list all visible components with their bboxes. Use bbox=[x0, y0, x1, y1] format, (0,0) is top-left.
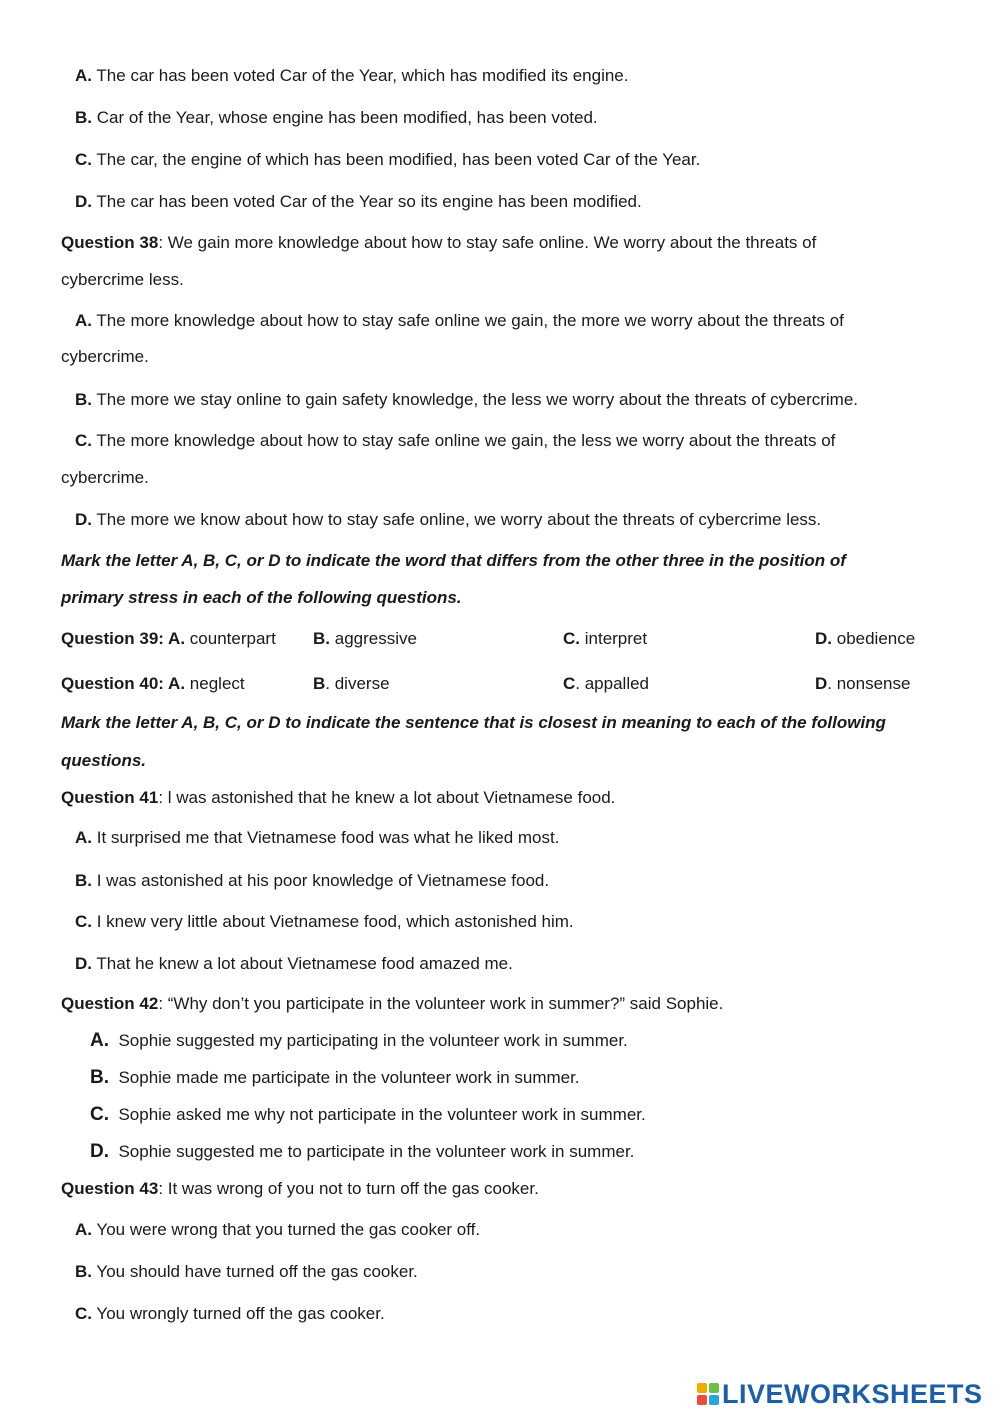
q37-option-a: A. The car has been voted Car of the Year, which has modified its engine. bbox=[75, 66, 629, 85]
instruction-stress-line2: primary stress in each of the following questions. bbox=[61, 588, 462, 607]
liveworksheets-logo bbox=[697, 1378, 983, 1410]
liveworksheets-wordmark: LIVEWORKSHEETS bbox=[722, 1378, 983, 1409]
q38-option-d: D. The more we know about how to stay safe online, we worry about the threats of cybercrime less. bbox=[75, 510, 822, 529]
q43-option-a: A. You were wrong that you turned the gas cooker off. bbox=[75, 1220, 481, 1239]
instruction-stress-line1: Mark the letter A, B, C, or D to indicate the word that differs from the other three in the position of bbox=[61, 551, 846, 570]
q40-option-a: Question 40: A. neglect bbox=[61, 674, 245, 693]
q41-option-c: C. I knew very little about Vietnamese food, which astonished him. bbox=[75, 912, 574, 931]
q42-stem: Question 42: “Why don’t you participate in the volunteer work in summer?” said Sophie. bbox=[61, 994, 724, 1013]
q38-option-b: B. The more we stay online to gain safety knowledge, the less we worry about the threats of cybercrime. bbox=[75, 390, 859, 409]
q39-option-b: B. aggressive bbox=[313, 629, 417, 648]
q37-option-b: B. Car of the Year, whose engine has been modified, has been voted. bbox=[75, 108, 598, 127]
q39-option-c: C. interpret bbox=[563, 629, 648, 648]
q38-stem-cont: cybercrime less. bbox=[61, 270, 184, 289]
q41-option-d: D. That he knew a lot about Vietnamese food amazed me. bbox=[75, 954, 513, 973]
q43-option-b: B. You should have turned off the gas cooker. bbox=[75, 1262, 418, 1281]
q38-option-c: C. The more knowledge about how to stay safe online we gain, the less we worry about the threats of bbox=[75, 431, 836, 450]
q39-option-a: Question 39: A. counterpart bbox=[61, 629, 276, 648]
liveworksheets-mark-icon bbox=[697, 1383, 719, 1405]
q37-option-d: D. The car has been voted Car of the Year so its engine has been modified. bbox=[75, 192, 642, 211]
q39-option-d: D. obedience bbox=[815, 629, 916, 648]
q42-option-d: D. Sophie suggested me to participate in the volunteer work in summer. bbox=[90, 1141, 635, 1162]
q40-option-c: C. appalled bbox=[563, 674, 650, 693]
q38-option-c-cont: cybercrime. bbox=[61, 468, 149, 487]
q41-option-a: A. It surprised me that Vietnamese food was what he liked most. bbox=[75, 828, 560, 847]
q42-option-a: A. Sophie suggested my participating in the volunteer work in summer. bbox=[90, 1030, 628, 1051]
q43-option-c: C. You wrongly turned off the gas cooker. bbox=[75, 1304, 385, 1323]
q38-option-a-cont: cybercrime. bbox=[61, 347, 149, 366]
q42-option-c: C. Sophie asked me why not participate in the volunteer work in summer. bbox=[90, 1104, 646, 1125]
q38-stem: Question 38: We gain more knowledge about how to stay safe online. We worry about the threats of bbox=[61, 233, 817, 252]
q41-stem: Question 41: l was astonished that he knew a lot about Vietnamese food. bbox=[61, 788, 616, 807]
q42-option-b: B. Sophie made me participate in the volunteer work in summer. bbox=[90, 1067, 580, 1088]
instruction-meaning-line1: Mark the letter A, B, C, or D to indicate the sentence that is closest in meaning to each of the following bbox=[61, 713, 886, 732]
q41-option-b: B. I was astonished at his poor knowledge of Vietnamese food. bbox=[75, 871, 550, 890]
q38-option-a: A. The more knowledge about how to stay safe online we gain, the more we worry about the threats of bbox=[75, 311, 844, 330]
q40-option-d: D. nonsense bbox=[815, 674, 911, 693]
q43-stem: Question 43: It was wrong of you not to turn off the gas cooker. bbox=[61, 1179, 539, 1198]
instruction-meaning-line2: questions. bbox=[61, 751, 147, 770]
q37-option-c: C. The car, the engine of which has been modified, has been voted Car of the Year. bbox=[75, 150, 701, 169]
q40-option-b: B. diverse bbox=[313, 674, 390, 693]
